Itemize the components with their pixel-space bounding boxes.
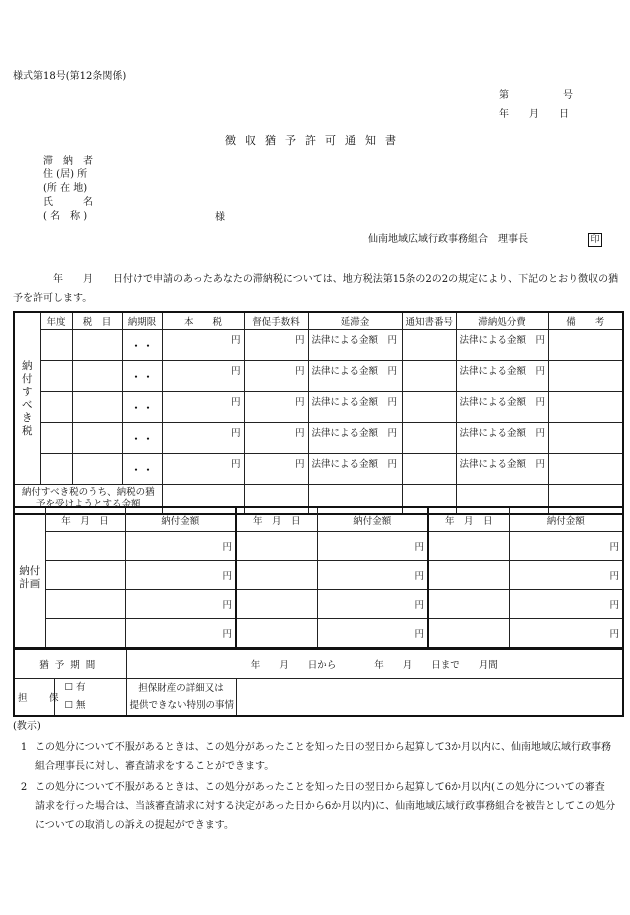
plan-amount-cell[interactable]: 円 [317,561,428,590]
note-line: 請求を行った場合は、当該審査請求に対する決定があった日から6か月以内)に、仙南地域広域行政事務組合を被告としてこの処分 [35,801,616,812]
recipient-delinquent-label: 滞 納 者 [43,156,93,167]
payment-plan-table [13,506,624,649]
cell-tax-item[interactable] [72,361,122,392]
col-late-fee: 延滞金 [308,312,402,330]
collateral-options [54,679,126,717]
table-row [14,561,623,590]
number-prefix: 第 [499,90,509,101]
col-reminder-fee: 督促手数料 [244,312,308,330]
plan-amount-cell[interactable]: 円 [317,619,428,649]
collateral-detail-field[interactable] [236,679,623,717]
cell-remarks[interactable] [548,454,623,485]
col-disposition-cost: 滞納処分費 [456,312,548,330]
cell-year[interactable] [40,361,72,392]
note-item [13,778,621,835]
col-principal: 本 税 [162,312,244,330]
table-row [14,590,623,619]
table-row [14,532,623,561]
plan-date-cell[interactable] [236,619,317,649]
recipient-entity-label: ( 名 称 ) [43,211,88,222]
note-line: この処分について不服があるときは、この処分があったことを知った日の翌日から起算して3か月以内に、仙南地域広域行政事務 [35,742,612,753]
seal-mark: 印 [588,233,602,247]
table-row [14,330,623,361]
plan-amount-cell[interactable]: 円 [509,561,623,590]
cell-remarks[interactable] [548,361,623,392]
cell-disposition-cost[interactable]: 法律による金額 円 [456,454,548,485]
plan-amount-cell[interactable]: 円 [125,590,236,619]
plan-side-label: 納付計画 [14,507,45,648]
plan-date-cell[interactable] [428,532,509,561]
cell-late-fee[interactable]: 法律による金額 円 [308,423,402,454]
collateral-yes-checkbox[interactable]: ☐ 有 [64,682,86,693]
cell-reminder-fee[interactable]: 円 [244,330,308,361]
cell-reminder-fee[interactable]: 円 [244,454,308,485]
cell-due-date[interactable]: ・・ [122,392,162,423]
plan-amount-cell[interactable]: 円 [125,532,236,561]
recipient-address-label: 住 (居) 所 [43,169,88,180]
plan-amount-cell[interactable]: 円 [509,532,623,561]
collateral-detail-label [126,679,236,717]
cell-due-date[interactable]: ・・ [122,454,162,485]
cell-late-fee[interactable]: 法律による金額 円 [308,330,402,361]
note-number: 1 [20,742,28,753]
table-row [14,361,623,392]
cell-reminder-fee[interactable]: 円 [244,361,308,392]
note-line: についての取消しの訴えの提起ができます。 [35,820,234,831]
note-line: 組合理事長に対し、審査請求をすることができます。 [35,761,275,772]
form-id: 様式第18号(第12条関係) [13,71,127,82]
collateral-detail-label-line1: 担保財産の詳細又は [138,683,224,694]
cell-principal[interactable]: 円 [162,423,244,454]
tax-side-label: 納付すべき税 [14,312,40,485]
plan-amount-header: 納付金額 [509,507,623,532]
plan-amount-cell[interactable]: 円 [125,561,236,590]
plan-date-cell[interactable] [236,590,317,619]
cell-disposition-cost[interactable]: 法律による金額 円 [456,423,548,454]
cell-notice-number[interactable] [402,454,456,485]
plan-date-header: 年 月 日 [45,507,125,532]
plan-amount-header: 納付金額 [125,507,236,532]
collateral-no-checkbox[interactable]: ☐ 無 [64,700,86,711]
col-notice-number: 通知書番号 [402,312,456,330]
plan-date-cell[interactable] [236,532,317,561]
cell-notice-number[interactable] [402,392,456,423]
cell-disposition-cost[interactable]: 法律による金額 円 [456,392,548,423]
plan-date-cell[interactable] [236,561,317,590]
plan-date-cell[interactable] [45,619,125,649]
tax-table [13,311,624,515]
cell-principal[interactable]: 円 [162,454,244,485]
cell-due-date[interactable]: ・・ [122,330,162,361]
table-row [14,392,623,423]
col-remarks: 備 考 [548,312,623,330]
cell-tax-item[interactable] [72,454,122,485]
note-item [13,738,621,776]
plan-date-cell[interactable] [45,590,125,619]
cell-principal[interactable]: 円 [162,392,244,423]
plan-date-cell[interactable] [45,532,125,561]
plan-date-cell[interactable] [428,619,509,649]
plan-amount-cell[interactable]: 円 [317,590,428,619]
cell-late-fee[interactable]: 法律による金額 円 [308,392,402,423]
cell-reminder-fee[interactable]: 円 [244,392,308,423]
cell-tax-item[interactable] [72,392,122,423]
number-suffix: 号 [563,90,573,101]
honorific: 様 [215,212,225,223]
cell-tax-item[interactable] [72,330,122,361]
cell-due-date[interactable]: ・・ [122,361,162,392]
cell-remarks[interactable] [548,423,623,454]
body-text: 年 月 日付けで申請のあったあなたの滞納税については、地方税法第15条の2の2の規定により、下記のとおり徴収の猶予を許可します。 [13,274,619,304]
plan-amount-cell[interactable]: 円 [317,532,428,561]
col-year: 年度 [40,312,72,330]
cell-year[interactable] [40,330,72,361]
table-row [14,423,623,454]
grace-period-label: 猶予期間 [14,649,126,679]
plan-amount-header: 納付金額 [317,507,428,532]
cell-notice-number[interactable] [402,423,456,454]
cell-disposition-cost[interactable]: 法律による金額 円 [456,330,548,361]
plan-date-header: 年 月 日 [236,507,317,532]
grace-period-value[interactable]: 年 月 日から 年 月 日まで 月間 [126,649,623,679]
cell-remarks[interactable] [548,330,623,361]
col-tax-item: 税 目 [72,312,122,330]
cell-due-date[interactable]: ・・ [122,423,162,454]
grace-amount-label: 納付すべき税のうち、納税の猶予を受けようとする金額 [14,485,162,515]
note-line: この処分について不服があるときは、この処分があったことを知った日の翌日から起算して6か月以内(この処分についての審査 [35,782,605,793]
cell-year[interactable] [40,454,72,485]
cell-notice-number[interactable] [402,330,456,361]
plan-amount-cell[interactable]: 円 [509,619,623,649]
plan-amount-cell[interactable]: 円 [125,619,236,649]
notes-heading: (教示) [13,721,41,732]
recipient-location-label: (所 在 地) [43,183,88,194]
table-row [14,454,623,485]
plan-date-cell[interactable] [428,590,509,619]
cell-year[interactable] [40,392,72,423]
plan-date-header: 年 月 日 [428,507,509,532]
cell-tax-item[interactable] [72,423,122,454]
collateral-label: 担 保 [14,679,54,717]
cell-disposition-cost[interactable]: 法律による金額 円 [456,361,548,392]
cell-notice-number[interactable] [402,361,456,392]
col-due-date: 納期限 [122,312,162,330]
document-number [499,90,573,101]
table-row [14,619,623,649]
plan-date-cell[interactable] [428,561,509,590]
note-number: 2 [20,782,28,793]
period-collateral-table [13,648,624,717]
recipient-name-label: 氏 名 [43,197,93,208]
cell-reminder-fee[interactable]: 円 [244,423,308,454]
cell-principal[interactable]: 円 [162,330,244,361]
cell-principal[interactable]: 円 [162,361,244,392]
cell-late-fee[interactable]: 法律による金額 円 [308,361,402,392]
cell-remarks[interactable] [548,392,623,423]
plan-date-cell[interactable] [45,561,125,590]
cell-late-fee[interactable]: 法律による金額 円 [308,454,402,485]
page-title: 徴収猶予許可通知書 [225,134,405,147]
issuer: 仙南地域広域行政事務組合 理事長 [368,234,528,245]
collateral-detail-label-line2: 提供できない特別の事情 [129,700,235,711]
issue-date: 年 月 日 [499,109,569,120]
plan-amount-cell[interactable]: 円 [509,590,623,619]
cell-year[interactable] [40,423,72,454]
